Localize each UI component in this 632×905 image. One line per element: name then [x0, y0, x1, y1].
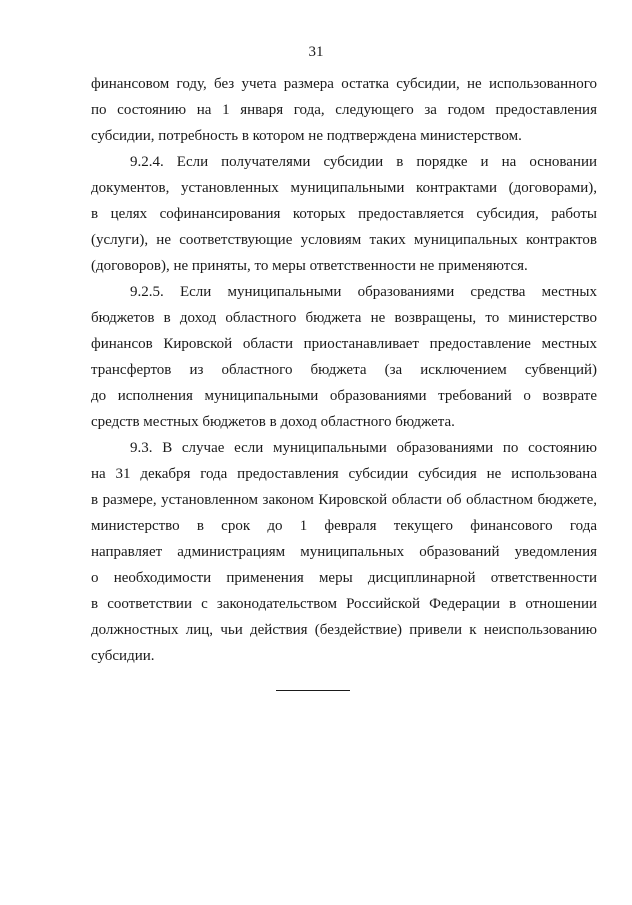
text-line: бюджетов в доход областного бюджета не возвращены, то министерство [91, 310, 597, 326]
text-line: (договоров), не приняты, то меры ответственности не применяются. [91, 258, 528, 274]
text-line: в целях софинансирования которых предоставляется субсидия, работы [91, 206, 597, 222]
text-line: о необходимости применения меры дисциплинарной ответственности [91, 570, 597, 586]
text-line: в соответствии с законодательством Российской Федерации в отношении [91, 596, 597, 612]
text-line: субсидии. [91, 648, 155, 664]
page-number: 31 [308, 44, 324, 60]
paragraph-9-3 [91, 435, 597, 669]
text-line: субсидии, потребность в котором не подтверждена министерством. [91, 128, 522, 144]
text-line: по состоянию на 1 января года, следующего за годом предоставления [91, 102, 597, 118]
text-line: 9.2.4. Если получателями субсидии в порядке и на основании [130, 154, 597, 170]
text-line: на 31 декабря года предоставления субсидии субсидия не использована [91, 466, 597, 482]
text-line: должностных лиц, чьи действия (бездействие) привели к неиспользованию [91, 622, 597, 638]
text-line: в размере, установленном законом Кировской области об областном бюджете, [91, 492, 597, 508]
text-line: направляет администрациям муниципальных образований уведомления [91, 544, 597, 560]
end-separator-line [276, 690, 350, 691]
text-line: финансов Кировской области приостанавливает предоставление местных [91, 336, 597, 352]
paragraph-continuation [91, 71, 597, 149]
text-line: 9.3. В случае если муниципальными образованиями по состоянию [130, 440, 597, 456]
text-line: до исполнения муниципальными образованиями требований о возврате [91, 388, 597, 404]
paragraph-9-2-4 [91, 149, 597, 279]
document-body [91, 71, 597, 669]
text-line: (услуги), не соответствующие условиям таких муниципальных контрактов [91, 232, 597, 248]
text-line: министерство в срок до 1 февраля текущего финансового года [91, 518, 597, 534]
text-line: средств местных бюджетов в доход областного бюджета. [91, 414, 455, 430]
text-line: документов, установленных муниципальными контрактами (договорами), [91, 180, 597, 196]
text-line: трансфертов из областного бюджета (за исключением субвенций) [91, 362, 597, 378]
paragraph-9-2-5 [91, 279, 597, 435]
text-line: финансовом году, без учета размера остатка субсидии, не использованного [91, 76, 597, 92]
text-line: 9.2.5. Если муниципальными образованиями средства местных [130, 284, 597, 300]
